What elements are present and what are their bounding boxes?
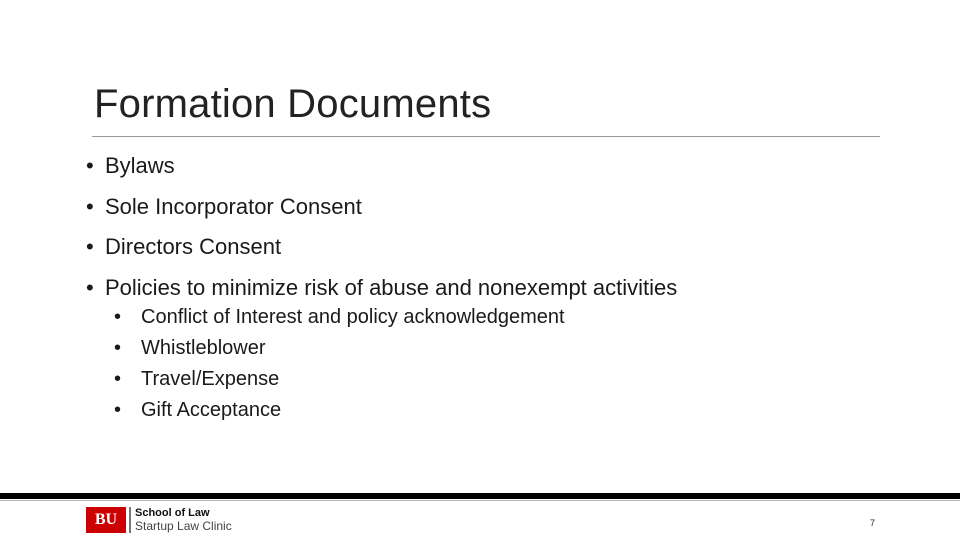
main-bullet-list — [86, 146, 677, 308]
bu-law-logo — [86, 506, 232, 534]
footer-bar — [0, 493, 960, 499]
logo-clinic-name: Startup Law Clinic — [135, 519, 232, 533]
logo-school-name: School of Law — [135, 507, 210, 519]
bullet-item: • Directors Consent — [86, 227, 677, 268]
sub-bullet-item: • Conflict of Interest and policy acknowledgement — [114, 302, 565, 333]
sub-bullet-list — [114, 302, 565, 426]
slide-title: Formation Documents — [94, 82, 492, 126]
title-divider — [92, 136, 880, 137]
bu-logo-mark: BU — [86, 507, 126, 533]
bullet-item: • Sole Incorporator Consent — [86, 187, 677, 228]
sub-bullet-item: • Travel/Expense — [114, 364, 565, 395]
page-number: 7 — [869, 518, 875, 528]
bullet-item: • Policies to minimize risk of abuse and nonexempt activities — [86, 268, 677, 309]
logo-text — [135, 507, 232, 533]
sub-bullet-item: • Gift Acceptance — [114, 395, 565, 426]
sub-bullet-item: • Whistleblower — [114, 333, 565, 364]
logo-separator — [129, 507, 131, 533]
footer-divider — [0, 500, 960, 501]
bullet-item: • Bylaws — [86, 146, 677, 187]
